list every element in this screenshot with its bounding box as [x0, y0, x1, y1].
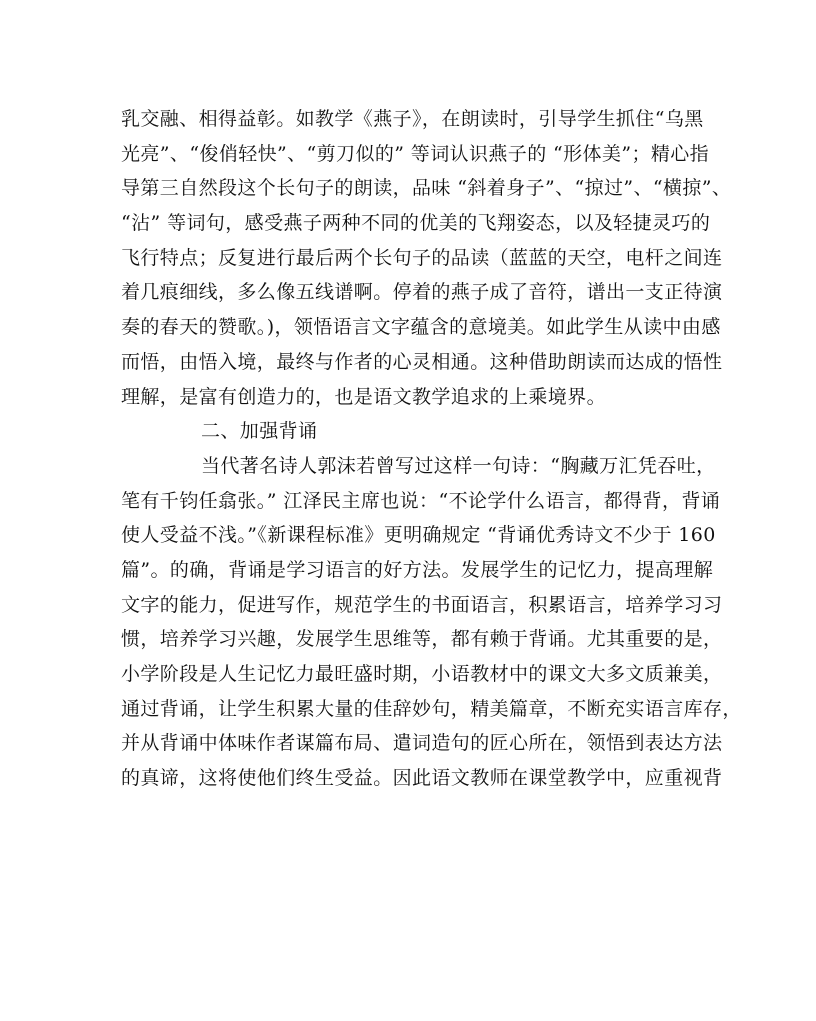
section-heading: 二、加强背诵: [201, 420, 318, 443]
paragraph-line: 使人受益不浅。”《新课程标准》更明确规定 “背诵优秀诗文不少于 160: [121, 524, 716, 547]
paragraph-line: 的真谛，这将使他们终生受益。因此语文教师在课堂教学中，应重视背: [121, 767, 723, 790]
paragraph-line: 篇”。的确，背诵是学习语言的好方法。发展学生的记忆力，提高理解: [121, 558, 714, 581]
paragraph-line: 着几痕细线，多么像五线谱啊。停着的燕子成了音符，谱出一支正待演: [121, 281, 723, 304]
paragraph-line: 笔有千钧任翕张。” 江泽民主席也说：“不论学什么语言，都得背，背诵: [121, 489, 721, 512]
paragraph-line: “沾” 等词句，感受燕子两种不同的优美的飞翔姿态，以及轻捷灵巧的: [121, 212, 711, 235]
paragraph-line: 通过背诵，让学生积累大量的佳辞妙句，精美篇章，不断充实语言库存，: [121, 697, 742, 720]
paragraph-line: 文字的能力，促进写作，规范学生的书面语言，积累语言，培养学习习: [121, 593, 723, 616]
paragraph-line: 乳交融、相得益彰。如教学《燕子》，在朗读时，引导学生抓住“乌黑: [121, 108, 704, 130]
paragraph-line: 导第三自然段这个长句子的朗读，品味 “斜着身子”、“掠过”、“横掠”、: [121, 177, 732, 200]
paragraph-line: 光亮”、“俊俏轻快”、“剪刀似的” 等词认识燕子的 “形体美”；精心指: [121, 142, 710, 165]
paragraph-line: 而悟，由悟入境，最终与作者的心灵相通。这种借助朗读而达成的悟性: [121, 350, 723, 373]
paragraph-first-line: 当代著名诗人郭沫若曾写过这样一句诗：“胸藏万汇凭吞吐，: [201, 454, 716, 477]
paragraph-line: 奏的春天的赞歌。)，领悟语言文字蕴含的意境美。如此学生从读中由感: [121, 316, 721, 339]
body-text: [121, 102, 742, 796]
paragraph-line: 飞行特点；反复进行最后两个长句子的品读（蓝蓝的天空，电杆之间连: [121, 246, 723, 269]
paragraph-last-line: 理解，是富有创造力的，也是语文教学追求的上乘境界。: [121, 385, 607, 408]
paragraph-line: 惯，培养学习兴趣，发展学生思维等，都有赖于背诵。尤其重要的是，: [121, 628, 723, 651]
paragraph-line: 并从背诵中体味作者谋篇布局、遣词造句的匠心所在，领悟到表达方法: [121, 732, 723, 755]
paragraph-line: 小学阶段是人生记忆力最旺盛时期，小语教材中的课文大多文质兼美，: [121, 663, 723, 685]
